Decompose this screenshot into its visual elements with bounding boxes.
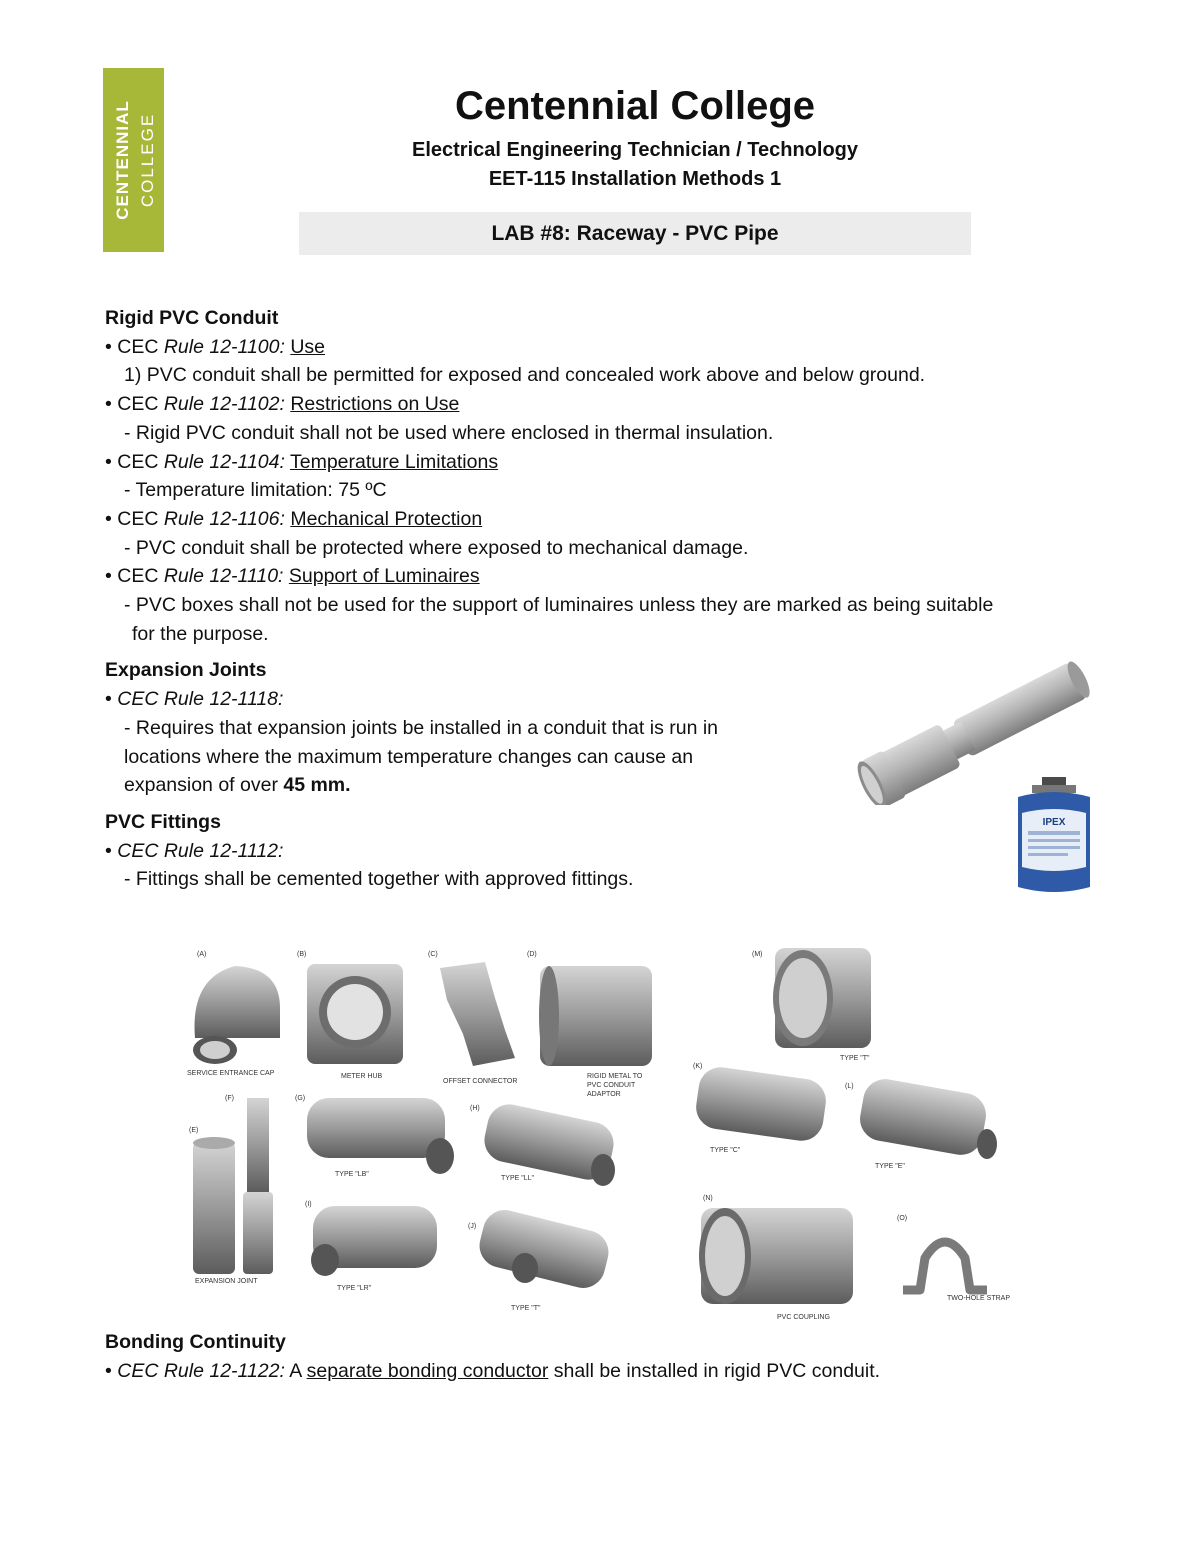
logo-text-college: COLLEGE: [137, 112, 157, 208]
rule-topic: Use: [290, 335, 326, 358]
conduit-body-c: [693, 1063, 829, 1154]
rule-item: [105, 837, 1105, 866]
svg-text:TYPE "C": TYPE "C": [710, 1147, 741, 1154]
section-heading-bonding: Bonding Continuity: [105, 1331, 286, 1353]
section-heading-fittings: PVC Fittings: [105, 810, 221, 833]
rule-detail: locations where the maximum temperature changes can cause an: [124, 745, 694, 768]
can-brand-label: IPEX: [1042, 817, 1066, 828]
svg-text:(O): (O): [897, 1215, 908, 1222]
rule-number: CEC Rule 12-1122:: [117, 1359, 285, 1382]
rule-topic: Restrictions on Use: [290, 393, 460, 416]
bullet: •: [105, 1359, 112, 1382]
rule-prefix: CEC: [117, 393, 164, 416]
rule-number: Rule 12-1102:: [163, 393, 285, 416]
svg-text:METER HUB: METER HUB: [341, 1073, 383, 1080]
rule-detail: - Rigid PVC conduit shall not be used where enclosed in thermal insulation.: [124, 421, 774, 444]
svg-text:TWO-HOLE STRAP: TWO-HOLE STRAP: [947, 1295, 1011, 1302]
rule-detail-text: expansion of over: [124, 774, 284, 797]
svg-text:(C): (C): [428, 951, 438, 958]
bullet: •: [105, 688, 112, 711]
meter-hub: [297, 951, 403, 1080]
bonding-section: [105, 1328, 880, 1385]
bullet: •: [105, 335, 112, 358]
svg-text:(K): (K): [693, 1063, 703, 1070]
svg-text:(J): (J): [468, 1223, 477, 1230]
page-title: Centennial College: [454, 84, 816, 128]
section-heading-expansion: Expansion Joints: [105, 659, 267, 682]
svg-text:TYPE "T": TYPE "T": [840, 1055, 870, 1062]
rule-item: [105, 562, 1105, 591]
pvc-cement-can-photo: [1012, 775, 1096, 897]
svg-text:(E): (E): [189, 1127, 199, 1134]
rule-number: Rule 12-1104:: [163, 450, 285, 473]
conduit-body-lb: [295, 1095, 454, 1178]
rule-prefix: CEC: [117, 565, 164, 588]
conduit-body-e: [845, 1076, 997, 1170]
bonding-text: A: [284, 1359, 307, 1382]
svg-text:(I): (I): [305, 1201, 312, 1208]
svg-text:TYPE "LB": TYPE "LB": [335, 1171, 369, 1178]
svg-text:TYPE "E": TYPE "E": [875, 1163, 905, 1170]
rule-item: [105, 448, 1105, 477]
rule-item: [105, 1357, 880, 1386]
svg-text:TYPE "LL": TYPE "LL": [501, 1175, 534, 1182]
rule-detail: 1) PVC conduit shall be permitted for exposed and concealed work above and below ground.: [124, 364, 926, 387]
rule-topic: Temperature Limitations: [289, 450, 499, 473]
rule-detail-continued: for the purpose.: [132, 622, 269, 645]
svg-text:TYPE "LR": TYPE "LR": [337, 1285, 372, 1292]
bonding-emphasis: separate bonding conductor: [306, 1359, 549, 1382]
document-body: [105, 304, 1105, 894]
svg-text:PVC CONDUIT: PVC CONDUIT: [587, 1082, 636, 1089]
svg-text:(B): (B): [297, 951, 307, 958]
rule-prefix: CEC: [117, 507, 164, 530]
rule-detail-value: 45 mm.: [283, 774, 351, 797]
section-heading-rigid: Rigid PVC Conduit: [105, 307, 279, 329]
rule-item: [105, 390, 1105, 419]
svg-text:RIGID METAL TO: RIGID METAL TO: [587, 1073, 643, 1080]
rule-detail: - Temperature limitation: 75 ºC: [124, 479, 387, 502]
bullet: •: [105, 839, 112, 862]
pvc-coupling: [699, 1195, 853, 1321]
rule-number: Rule 12-1100:: [163, 335, 285, 358]
pvc-fittings-figure: [185, 938, 1025, 1323]
svg-text:(F): (F): [225, 1095, 234, 1102]
rule-topic: Mechanical Protection: [290, 507, 483, 530]
bullet: •: [105, 565, 112, 588]
rule-prefix: CEC: [117, 335, 164, 358]
bonding-text: shall be installed in rigid PVC conduit.: [548, 1359, 881, 1382]
bullet: •: [105, 507, 112, 530]
two-hole-strap: [897, 1215, 1010, 1302]
svg-text:(M): (M): [752, 951, 763, 958]
rule-prefix: CEC: [117, 450, 164, 473]
terminal-adapter: [752, 948, 871, 1062]
rule-number: Rule 12-1106:: [163, 507, 285, 530]
svg-text:(N): (N): [703, 1195, 713, 1202]
svg-text:ADAPTOR: ADAPTOR: [587, 1091, 621, 1098]
offset-connector: [428, 951, 517, 1085]
svg-text:(L): (L): [845, 1083, 854, 1090]
svg-text:(A): (A): [197, 951, 207, 958]
rule-detail: - Requires that expansion joints be installed in a conduit that is run in: [124, 716, 719, 739]
rule-detail: - Fittings shall be cemented together with approved fittings.: [124, 868, 634, 891]
rule-detail: - PVC boxes shall not be used for the support of luminaires unless they are marked as being suitable: [124, 594, 994, 617]
program-name: Electrical Engineering Technician / Technology: [411, 139, 859, 161]
rule-number: Rule 12-1110:: [163, 565, 284, 588]
svg-text:PVC COUPLING: PVC COUPLING: [777, 1314, 830, 1321]
svg-text:(G): (G): [295, 1095, 306, 1102]
svg-text:(H): (H): [470, 1105, 480, 1112]
bullet: •: [105, 393, 112, 416]
lab-title-bar: LAB #8: Raceway - PVC Pipe: [299, 212, 971, 255]
svg-text:TYPE "T": TYPE "T": [511, 1305, 541, 1312]
rule-item: [105, 333, 1105, 362]
conduit-body-ll: [470, 1100, 618, 1186]
rigid-metal-to-pvc-adaptor: [527, 951, 652, 1098]
svg-text:EXPANSION JOINT: EXPANSION JOINT: [195, 1278, 258, 1285]
logo-text-centennial: CENTENNIAL: [112, 100, 132, 220]
svg-text:SERVICE ENTRANCE CAP: SERVICE ENTRANCE CAP: [187, 1070, 275, 1077]
rule-detail: - PVC conduit shall be protected where exposed to mechanical damage.: [124, 536, 749, 559]
bullet: •: [105, 450, 112, 473]
rule-topic: Support of Luminaires: [288, 565, 480, 588]
rule-number: CEC Rule 12-1118:: [117, 688, 284, 711]
conduit-body-lr: [305, 1201, 437, 1292]
conduit-body-t: [468, 1205, 613, 1312]
svg-text:OFFSET CONNECTOR: OFFSET CONNECTOR: [443, 1078, 518, 1085]
rule-number: CEC Rule 12-1112:: [117, 839, 284, 862]
service-entrance-cap: [187, 951, 280, 1077]
svg-text:(D): (D): [527, 951, 537, 958]
rule-item: [105, 505, 1105, 534]
course-name: EET-115 Installation Methods 1: [488, 168, 782, 190]
